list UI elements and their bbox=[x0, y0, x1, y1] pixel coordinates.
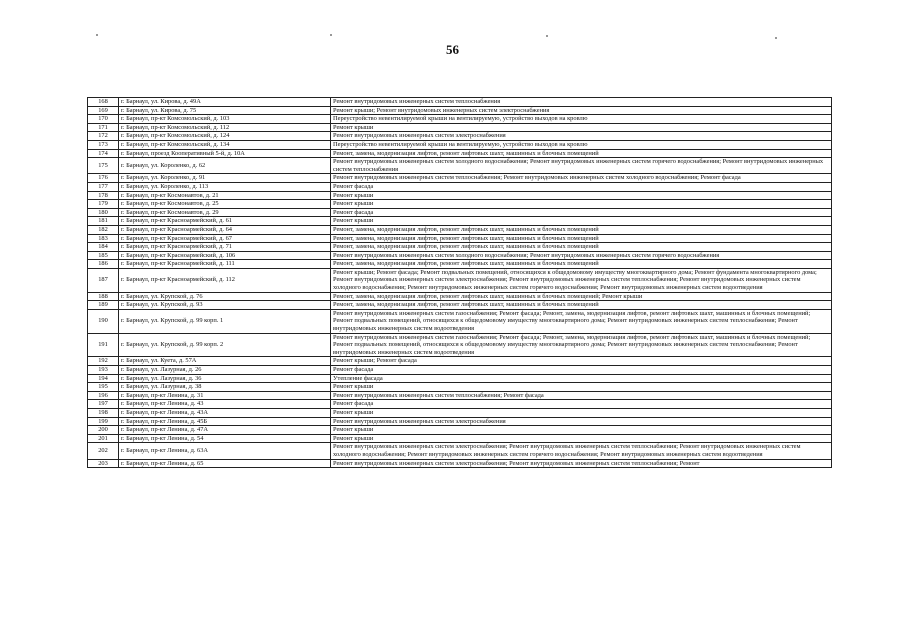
row-address: г. Барнаул, пр-кт Ленина, д. 65 bbox=[119, 459, 331, 468]
row-address: г. Барнаул, проезд Кооперативный 5-й, д. 10А bbox=[119, 149, 331, 158]
row-number: 192 bbox=[88, 357, 119, 366]
row-works: Ремонт, замена, модернизация лифтов, ремонт лифтовых шахт, машинных и блочных помещений; Ремонт крыши bbox=[331, 292, 832, 301]
row-number: 178 bbox=[88, 191, 119, 200]
row-address: г. Барнаул, ул. Кирова, д. 75 bbox=[119, 106, 331, 115]
row-works: Ремонт, замена, модернизация лифтов, ремонт лифтовых шахт, машинных и блочных помещений bbox=[331, 260, 832, 269]
row-address: г. Барнаул, ул. Лазурная, д. 36 bbox=[119, 374, 331, 383]
row-works: Ремонт крыши bbox=[331, 217, 832, 226]
row-works: Ремонт крыши; Ремонт фасада; Ремонт подвальных помещений, относящихся к общедомовому имуществу многоквартирного дома; Ремонт фундамента многоквартирного дома; Ремонт внутридомовых инженерных систем электроснабжения; Ремонт внутридомовых инженерных систем теплоснабжения; Ремонт внутридомовых инженерных систем холодного водоснабжения; Ремонт внутридомовых инженерных систем горячего водоснабжения; Ремонт внутридомовых инженерных систем водоотведения bbox=[331, 268, 832, 292]
table-row bbox=[88, 115, 832, 124]
row-address: г. Барнаул, ул. Крупской, д. 93 bbox=[119, 301, 331, 310]
row-address: г. Барнаул, ул. Кирова, д. 49А bbox=[119, 98, 331, 107]
row-address: г. Барнаул, пр-кт Комсомольский, д. 112 bbox=[119, 123, 331, 132]
row-number: 179 bbox=[88, 200, 119, 209]
row-number: 203 bbox=[88, 459, 119, 468]
row-address: г. Барнаул, пр-кт Комсомольский, д. 103 bbox=[119, 115, 331, 124]
row-works: Переустройство невентилируемой крыши на вентилируемую, устройство выходов на кровлю bbox=[331, 115, 832, 124]
row-address: г. Барнаул, пр-кт Ленина, д. 43 bbox=[119, 400, 331, 409]
table-row bbox=[88, 208, 832, 217]
table-row bbox=[88, 98, 832, 107]
row-number: 172 bbox=[88, 132, 119, 141]
scan-speck bbox=[96, 34, 98, 36]
row-works: Ремонт крыши bbox=[331, 383, 832, 392]
row-works: Ремонт, замена, модернизация лифтов, ремонт лифтовых шахт, машинных и блочных помещений bbox=[331, 149, 832, 158]
table-row bbox=[88, 260, 832, 269]
row-address: г. Барнаул, пр-кт Космонавтов, д. 29 bbox=[119, 208, 331, 217]
row-address: г. Барнаул, ул. Куета, д. 57А bbox=[119, 357, 331, 366]
row-address: г. Барнаул, пр-кт Ленина, д. 54 bbox=[119, 434, 331, 443]
scan-speck bbox=[775, 37, 777, 39]
row-address: г. Барнаул, пр-кт Красноармейский, д. 67 bbox=[119, 234, 331, 243]
row-address: г. Барнаул, пр-кт Красноармейский, д. 111 bbox=[119, 260, 331, 269]
table-row bbox=[88, 106, 832, 115]
row-address: г. Барнаул, ул. Крупской, д. 99 корп. 2 bbox=[119, 333, 331, 357]
row-address: г. Барнаул, ул. Крупской, д. 99 корп. 1 bbox=[119, 309, 331, 333]
scan-speck bbox=[546, 35, 548, 37]
row-works: Ремонт внутридомовых инженерных систем холодного водоснабжения; Ремонт внутридомовых инженерных систем горячего водоснабжения; Ремонт внутридомовых инженерных систем теплоснабжения bbox=[331, 158, 832, 174]
table-row bbox=[88, 251, 832, 260]
row-number: 202 bbox=[88, 443, 119, 459]
table-row bbox=[88, 426, 832, 435]
row-address: г. Барнаул, пр-кт Космонавтов, д. 25 bbox=[119, 200, 331, 209]
row-number: 176 bbox=[88, 174, 119, 183]
table-row bbox=[88, 400, 832, 409]
row-number: 195 bbox=[88, 383, 119, 392]
table-row bbox=[88, 333, 832, 357]
row-number: 177 bbox=[88, 182, 119, 191]
table-row bbox=[88, 292, 832, 301]
row-works: Ремонт внутридомовых инженерных систем электроснабжения bbox=[331, 417, 832, 426]
table-row bbox=[88, 140, 832, 149]
row-works: Ремонт, замена, модернизация лифтов, ремонт лифтовых шахт, машинных и блочных помещений bbox=[331, 301, 832, 310]
row-address: г. Барнаул, пр-кт Космонавтов, д. 21 bbox=[119, 191, 331, 200]
row-address: г. Барнаул, ул. Крупской, д. 76 bbox=[119, 292, 331, 301]
row-works: Ремонт крыши; Ремонт внутридомовых инженерных систем электроснабжения bbox=[331, 106, 832, 115]
row-number: 189 bbox=[88, 301, 119, 310]
row-address: г. Барнаул, пр-кт Красноармейский, д. 106 bbox=[119, 251, 331, 260]
row-number: 194 bbox=[88, 374, 119, 383]
row-address: г. Барнаул, пр-кт Ленина, д. 43А bbox=[119, 408, 331, 417]
row-works: Ремонт фасада bbox=[331, 182, 832, 191]
table-row bbox=[88, 158, 832, 174]
table-row bbox=[88, 123, 832, 132]
table-row bbox=[88, 459, 832, 468]
row-number: 188 bbox=[88, 292, 119, 301]
row-number: 180 bbox=[88, 208, 119, 217]
table-row bbox=[88, 383, 832, 392]
row-number: 187 bbox=[88, 268, 119, 292]
row-address: г. Барнаул, пр-кт Красноармейский, д. 112 bbox=[119, 268, 331, 292]
row-works: Ремонт крыши bbox=[331, 123, 832, 132]
table-row bbox=[88, 200, 832, 209]
table-row bbox=[88, 357, 832, 366]
table-row bbox=[88, 443, 832, 459]
row-works: Ремонт внутридомовых инженерных систем электроснабжения; Ремонт внутридомовых инженерных систем теплоснабжения; Ремонт bbox=[331, 459, 832, 468]
row-works: Ремонт крыши; Ремонт фасада bbox=[331, 357, 832, 366]
row-number: 183 bbox=[88, 234, 119, 243]
row-address: г. Барнаул, пр-кт Красноармейский, д. 64 bbox=[119, 225, 331, 234]
row-number: 197 bbox=[88, 400, 119, 409]
row-number: 196 bbox=[88, 391, 119, 400]
table-row bbox=[88, 225, 832, 234]
table-row bbox=[88, 149, 832, 158]
row-number: 191 bbox=[88, 333, 119, 357]
row-works: Ремонт внутридомовых инженерных систем газоснабжения; Ремонт фасада; Ремонт, замена, модернизация лифтов, ремонт лифтовых шахт, машинных и блочных помещений; Ремонт подвальных помещений, относящихся к общедомовому имуществу многоквартирного дома; Ремонт внутридомовых инженерных систем теплоснабжения; Ремонт внутридомовых инженерных систем водоотведения bbox=[331, 309, 832, 333]
table-body bbox=[88, 98, 832, 468]
table-row bbox=[88, 132, 832, 141]
row-address: г. Барнаул, ул. Лазурная, д. 26 bbox=[119, 366, 331, 375]
row-works: Переустройство невентилируемой крыши на вентилируемую, устройство выходов на кровлю bbox=[331, 140, 832, 149]
table-row bbox=[88, 301, 832, 310]
row-address: г. Барнаул, пр-кт Ленина, д. 45Б bbox=[119, 417, 331, 426]
row-address: г. Барнаул, ул. Короленко, д. 113 bbox=[119, 182, 331, 191]
row-works: Ремонт внутридомовых инженерных систем теплоснабжения; Ремонт фасада bbox=[331, 391, 832, 400]
table-row bbox=[88, 243, 832, 252]
row-works: Ремонт, замена, модернизация лифтов, ремонт лифтовых шахт, машинных и блочных помещений bbox=[331, 225, 832, 234]
row-works: Ремонт фасада bbox=[331, 366, 832, 375]
row-works: Ремонт внутридомовых инженерных систем электроснабжения; Ремонт внутридомовых инженерных систем теплоснабжения; Ремонт внутридомовых инженерных систем холодного водоснабжения; Ремонт внутридомовых инженерных систем горячего водоснабжения; Ремонт внутридомовых инженерных систем водоотведения bbox=[331, 443, 832, 459]
row-number: 185 bbox=[88, 251, 119, 260]
row-works: Ремонт крыши bbox=[331, 434, 832, 443]
table-row bbox=[88, 391, 832, 400]
table-row bbox=[88, 217, 832, 226]
table-row bbox=[88, 366, 832, 375]
table-row bbox=[88, 234, 832, 243]
table-row bbox=[88, 417, 832, 426]
row-works: Ремонт фасада bbox=[331, 400, 832, 409]
row-works: Ремонт внутридомовых инженерных систем газоснабжения; Ремонт фасада; Ремонт, замена, модернизация лифтов, ремонт лифтовых шахт, машинных и блочных помещений; Ремонт подвальных помещений, относящихся к общедомовому имуществу многоквартирного дома; Ремонт внутридомовых инженерных систем теплоснабжения; Ремонт внутридомовых инженерных систем водоотведения bbox=[331, 333, 832, 357]
row-works: Ремонт, замена, модернизация лифтов, ремонт лифтовых шахт, машинных и блочных помещений bbox=[331, 243, 832, 252]
row-number: 174 bbox=[88, 149, 119, 158]
table-row bbox=[88, 182, 832, 191]
row-works: Ремонт внутридомовых инженерных систем теплоснабжения; Ремонт внутридомовых инженерных систем холодного водоснабжения; Ремонт фасада bbox=[331, 174, 832, 183]
row-address: г. Барнаул, ул. Короленко, д. 91 bbox=[119, 174, 331, 183]
table-row bbox=[88, 268, 832, 292]
row-number: 182 bbox=[88, 225, 119, 234]
row-address: г. Барнаул, пр-кт Комсомольский, д. 134 bbox=[119, 140, 331, 149]
table-row bbox=[88, 408, 832, 417]
row-address: г. Барнаул, пр-кт Красноармейский, д. 61 bbox=[119, 217, 331, 226]
row-number: 184 bbox=[88, 243, 119, 252]
row-works: Ремонт внутридомовых инженерных систем теплоснабжения bbox=[331, 98, 832, 107]
row-number: 198 bbox=[88, 408, 119, 417]
row-number: 169 bbox=[88, 106, 119, 115]
row-number: 200 bbox=[88, 426, 119, 435]
row-works: Ремонт крыши bbox=[331, 408, 832, 417]
row-works: Ремонт крыши bbox=[331, 200, 832, 209]
row-number: 190 bbox=[88, 309, 119, 333]
row-works: Ремонт фасада bbox=[331, 208, 832, 217]
row-number: 173 bbox=[88, 140, 119, 149]
row-works: Ремонт внутридомовых инженерных систем холодного водоснабжения; Ремонт внутридомовых инженерных систем горячего водоснабжения bbox=[331, 251, 832, 260]
row-number: 168 bbox=[88, 98, 119, 107]
row-number: 186 bbox=[88, 260, 119, 269]
row-works: Ремонт крыши bbox=[331, 426, 832, 435]
row-number: 199 bbox=[88, 417, 119, 426]
table-row bbox=[88, 309, 832, 333]
row-number: 201 bbox=[88, 434, 119, 443]
row-works: Утепление фасада bbox=[331, 374, 832, 383]
row-works: Ремонт, замена, модернизация лифтов, ремонт лифтовых шахт, машинных и блочных помещений bbox=[331, 234, 832, 243]
row-address: г. Барнаул, пр-кт Ленина, д. 47А bbox=[119, 426, 331, 435]
row-number: 175 bbox=[88, 158, 119, 174]
repair-program-table bbox=[87, 97, 832, 468]
table-row bbox=[88, 174, 832, 183]
row-works: Ремонт крыши bbox=[331, 191, 832, 200]
table-row bbox=[88, 374, 832, 383]
page-number: 56 bbox=[446, 42, 459, 57]
row-number: 170 bbox=[88, 115, 119, 124]
row-number: 181 bbox=[88, 217, 119, 226]
row-works: Ремонт внутридомовых инженерных систем электроснабжения bbox=[331, 132, 832, 141]
row-number: 193 bbox=[88, 366, 119, 375]
row-number: 171 bbox=[88, 123, 119, 132]
row-address: г. Барнаул, пр-кт Ленина, д. 63А bbox=[119, 443, 331, 459]
scan-speck bbox=[330, 34, 332, 36]
row-address: г. Барнаул, ул. Короленко, д. 62 bbox=[119, 158, 331, 174]
table-row bbox=[88, 434, 832, 443]
row-address: г. Барнаул, пр-кт Комсомольский, д. 124 bbox=[119, 132, 331, 141]
row-address: г. Барнаул, пр-кт Ленина, д. 31 bbox=[119, 391, 331, 400]
row-address: г. Барнаул, ул. Лазурная, д. 38 bbox=[119, 383, 331, 392]
table-row bbox=[88, 191, 832, 200]
row-address: г. Барнаул, пр-кт Красноармейский, д. 71 bbox=[119, 243, 331, 252]
